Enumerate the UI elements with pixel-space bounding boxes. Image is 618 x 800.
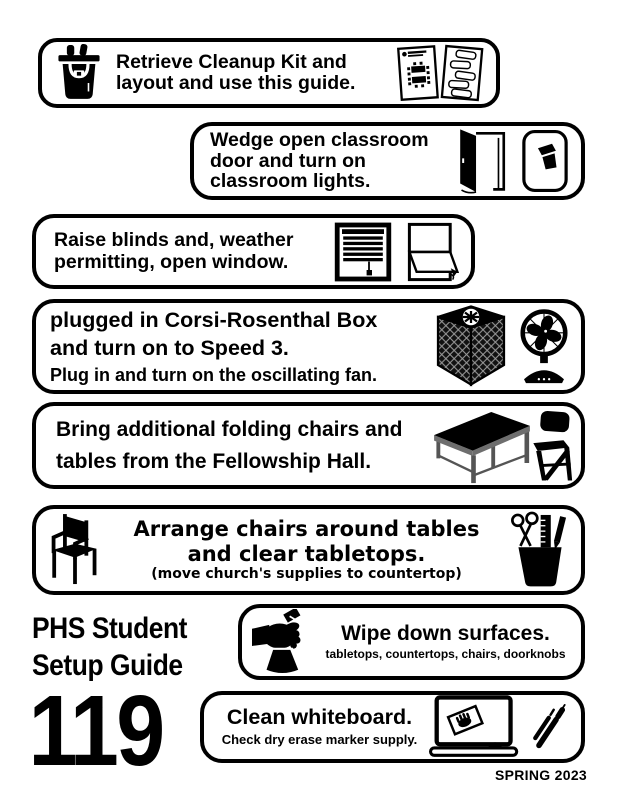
room-number: 119	[28, 675, 163, 788]
light-switch-icon	[521, 129, 569, 193]
step-text-line: Wipe down surfaces.	[341, 622, 550, 645]
step-text-line: tables from the Fellowship Hall.	[56, 449, 372, 473]
step-text-line: (move church's supplies to countertop)	[151, 566, 462, 583]
window-blinds-icon	[333, 222, 393, 282]
brand-line: Setup Guide	[32, 648, 183, 682]
step-bring-chairs-tables	[32, 402, 585, 489]
corsi-rosenthal-box-icon	[433, 305, 509, 389]
open-door-icon	[451, 128, 509, 194]
step-text-line: layout and use this guide.	[116, 72, 356, 94]
season-label: SPRING 2023	[494, 767, 587, 783]
brand-line: PHS Student	[32, 612, 188, 645]
step-text-line: permitting, open window.	[54, 250, 289, 273]
step-text-line: Raise blinds and, weather	[54, 229, 294, 252]
folding-table-icon	[431, 407, 533, 485]
step-retrieve-cleanup-kit	[38, 38, 500, 108]
folding-chair-icon	[529, 410, 575, 482]
step-text-line: Clean whiteboard.	[226, 705, 413, 730]
whiteboard-eraser-icon	[425, 695, 521, 759]
step-text-line: Check dry erase marker supply.	[221, 732, 418, 748]
step-raise-blinds-open-window	[32, 214, 475, 289]
step-corsi-rosenthal-fan	[32, 299, 585, 394]
dry-erase-markers-icon	[531, 700, 569, 754]
step-text-line: Plug in and turn on the oscillating fan.	[50, 364, 377, 385]
step-text-line: Arrange chairs around tables	[133, 516, 480, 541]
open-window-icon	[403, 222, 459, 282]
step-wipe-surfaces	[238, 604, 585, 680]
brand-block	[28, 611, 226, 788]
cleanup-kit-icon	[52, 44, 106, 102]
supplies-cup-icon	[509, 510, 571, 590]
step-text-line: and turn on to Speed 3.	[50, 336, 289, 361]
chair-icon	[46, 511, 104, 589]
step-text-line: door and turn on	[210, 149, 366, 172]
step-text-line: tabletops, countertops, chairs, doorknobs	[325, 647, 566, 662]
step-text-line: Retrieve Cleanup Kit and	[116, 51, 347, 74]
step-text-line: Wedge open classroom	[210, 129, 429, 152]
step-wedge-door-lights	[190, 122, 585, 200]
oscillating-fan-icon	[515, 307, 573, 387]
step-clean-whiteboard	[200, 691, 585, 763]
wiping-hand-icon	[250, 609, 320, 675]
step-arrange-chairs	[32, 505, 585, 595]
step-text-line: plugged in Corsi-Rosenthal Box	[50, 307, 378, 332]
step-text-line: and clear tabletops.	[187, 541, 426, 566]
step-text-line: Bring additional folding chairs and	[56, 418, 403, 441]
step-text-line: classroom lights.	[210, 170, 371, 193]
setup-guide-pages-icon	[394, 44, 486, 102]
